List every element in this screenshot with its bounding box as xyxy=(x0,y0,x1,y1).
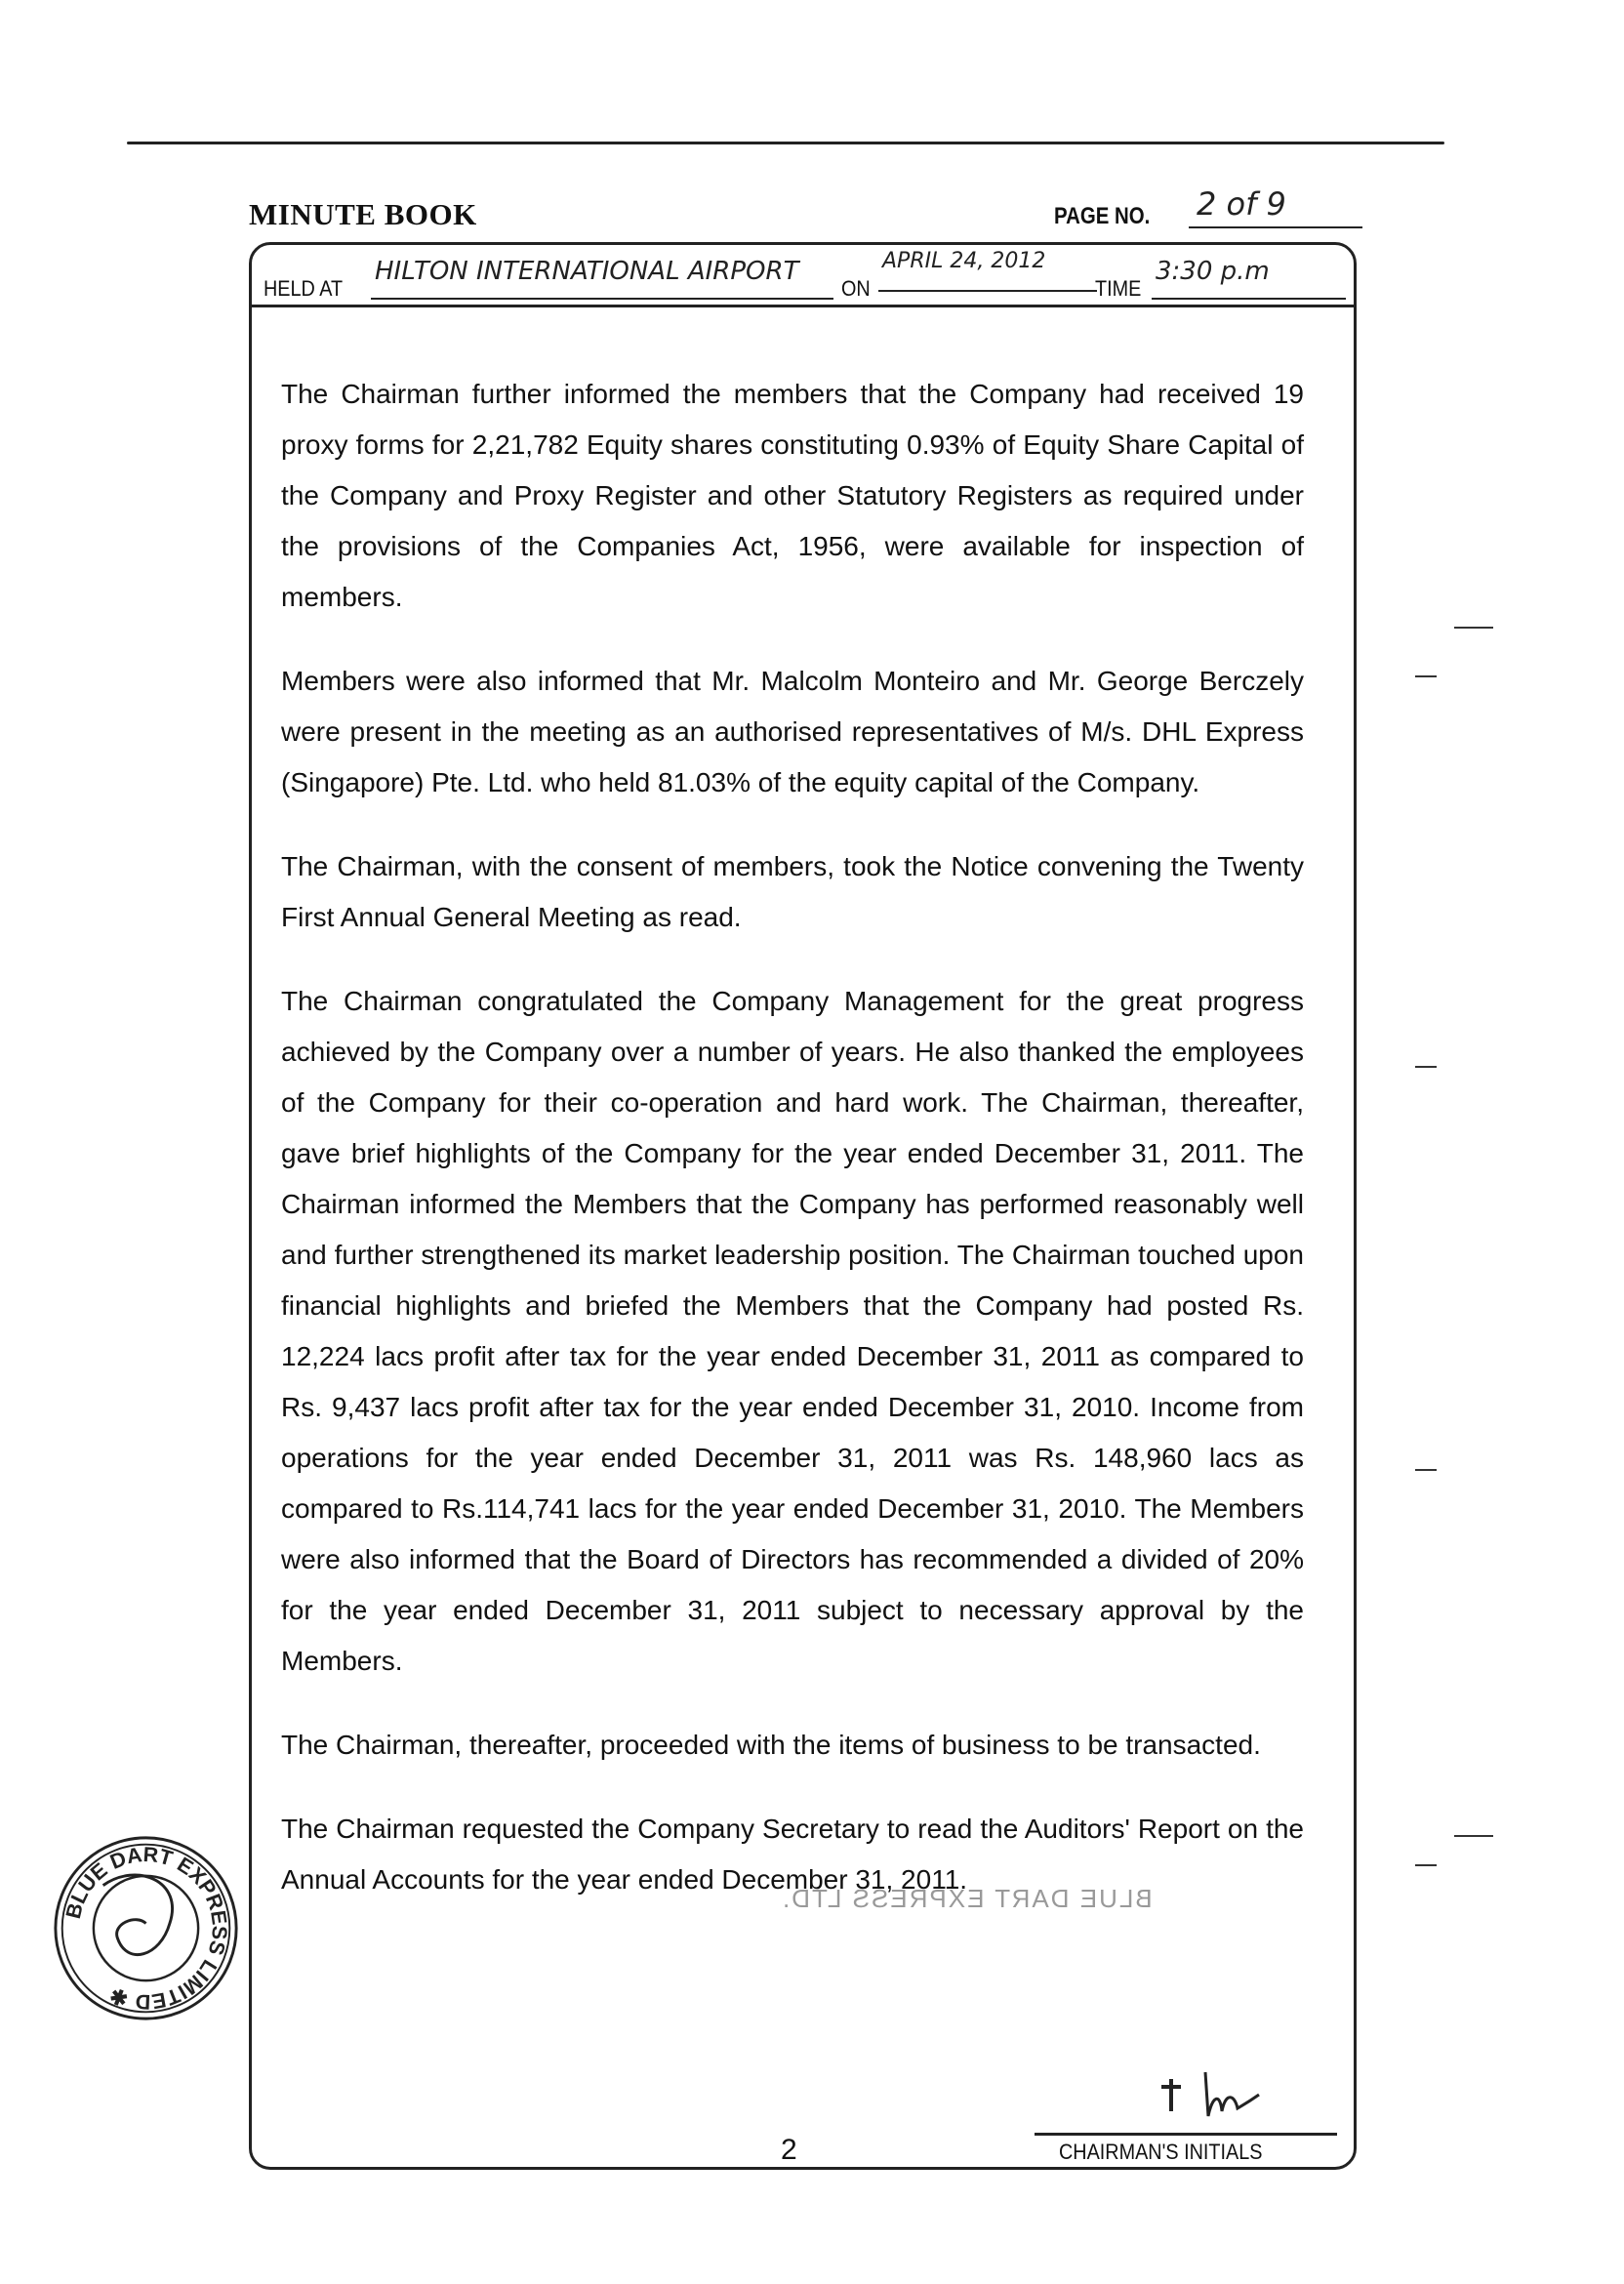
margin-mark xyxy=(1454,1835,1493,1837)
chairman-signature xyxy=(1152,2067,1298,2126)
page-no-label: PAGE NO. xyxy=(1054,203,1151,229)
book-title: MINUTE BOOK xyxy=(249,197,477,231)
paragraph-notice: The Chairman, with the consent of members, took the Notice convening the Twenty First Annual General Meeting as read. xyxy=(281,851,1304,932)
svg-text:BLUE DART EXPRESS LIMITED ✱: BLUE DART EXPRESS LIMITED ✱ xyxy=(61,1842,232,2014)
chairmans-initials-label: CHAIRMAN'S INITIALS xyxy=(1059,2140,1263,2164)
on-label: ON xyxy=(841,276,871,301)
company-seal xyxy=(51,1833,241,2023)
paragraph-auditors-report: The Chairman requested the Company Secretary to read the Auditors' Report on the Annual Accounts for the year ended December 31, 2011. xyxy=(281,1814,1304,1895)
minutes-body xyxy=(281,369,1304,1938)
on-value: APRIL 24, 2012 xyxy=(878,249,1097,292)
meeting-details-row xyxy=(264,249,1347,307)
faint-stamp-impression: BLUE DART EXPRESS LTD. xyxy=(781,1884,1153,1913)
time-value: 3:30 p.m xyxy=(1152,257,1346,300)
paragraph-business: The Chairman, thereafter, proceeded with the items of business to be transacted. xyxy=(281,1730,1261,1760)
top-rule xyxy=(127,142,1444,144)
margin-mark xyxy=(1415,675,1437,677)
header-divider xyxy=(252,305,1354,307)
initials-rule xyxy=(1035,2133,1337,2136)
paragraph-highlights: The Chairman congratulated the Company Management for the great progress achieved by the Company over a number of years. He also thanked the employees of the Company for their co-operation and hard work. The Chairman, thereafter, gave brief highlights of the Company for the year ended December 31, 2011. The Chairman informed the Members that the Company has performed reasonably well and further strengthened its market leadership position. The Chairman touched upon financial highlights and briefed the Members that the Company had posted Rs. 12,224 lacs profit after tax for the year ended December 31, 2011 as compared to Rs. 9,437 lacs profit after tax for the year ended December 31, 2010. Income from operations for the year ended December 31, 2011 was Rs. 148,960 lacs as compared to Rs.114,741 lacs for the year ended December 31, 2010. The Members were also informed that the Board of Directors has recommended a divided of 20% for the year ended December 31, 2011 subject to necessary approval by the Members. xyxy=(281,986,1304,1676)
margin-mark xyxy=(1454,627,1493,629)
paragraph-proxy-forms: The Chairman further informed the members that the Company had received 19 proxy forms for 2,21,782 Equity shares constituting 0.93% of Equity Share Capital of the Company and Proxy Register and other Statutory Registers as required under the provisions of the Companies Act, 1956, were available for inspection of members. xyxy=(281,379,1304,612)
margin-mark xyxy=(1415,1864,1437,1866)
page-number: 2 xyxy=(781,2134,797,2166)
margin-mark xyxy=(1415,1066,1437,1068)
paragraph-representatives: Members were also informed that Mr. Malcolm Monteiro and Mr. George Berczely were present in the meeting as an authorised representatives of M/s. DHL Express (Singapore) Pte. Ltd. who held 81.03% of the equity capital of the Company. xyxy=(281,666,1304,797)
held-at-value: HILTON INTERNATIONAL AIRPORT xyxy=(371,257,833,300)
page-no-value: 2 of 9 xyxy=(1189,185,1362,228)
held-at-label: HELD AT xyxy=(264,276,344,301)
time-label: TIME xyxy=(1095,276,1142,301)
margin-mark xyxy=(1415,1469,1437,1471)
